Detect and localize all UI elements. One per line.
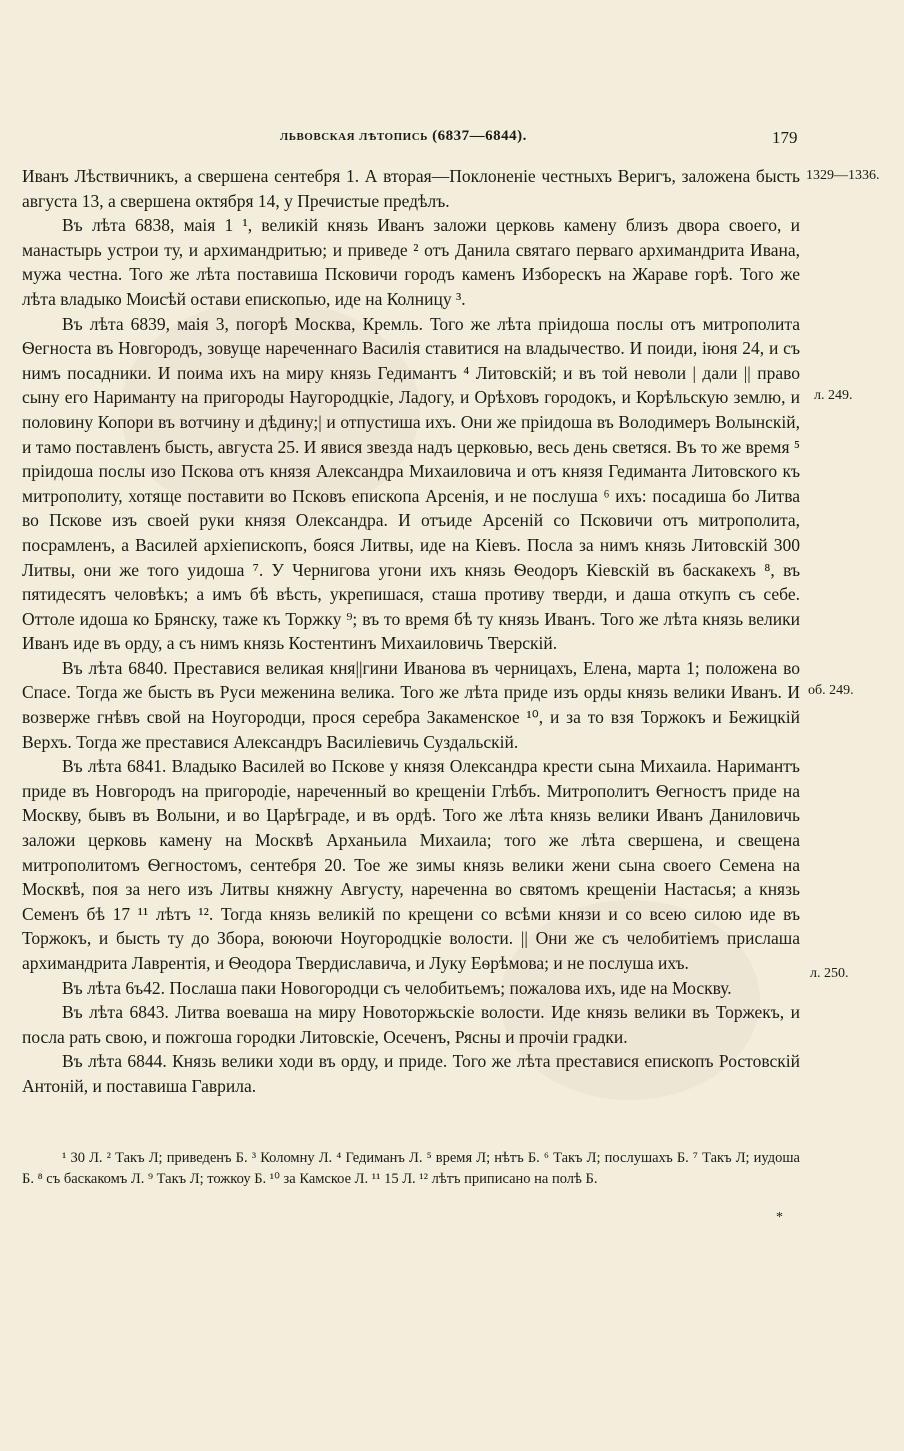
paragraph: Въ лѣта 6843. Литва воеваша на миру Новоторжьскіе волости. Иде князь велики въ Торжекъ, и посла рать свою, и пожгоша городки Литовскіе, Осеченъ, Рясны и прочіи градки. bbox=[22, 1002, 800, 1047]
margin-years: 1329—1336. bbox=[806, 168, 880, 183]
asterisk-mark: * bbox=[776, 1210, 783, 1225]
paragraph: Въ лѣта 6ъ42. Послаша паки Новогородци съ челобитьемъ; пожалова ихъ, иде на Москву. bbox=[62, 977, 732, 998]
paragraph: Въ лѣта 6838, маія 1 ¹, великій князь Иванъ заложи церковь камену близъ двора своего, и манастырь устрои ту, и архимандритью; и приведе ² отъ Данила святаго перваго архимандрита Ивана, мужа честна. Того же лѣта поставиша Псковичи городъ каменъ Изборескъ на Жараве горѣ. Того же лѣта владыко Моисѣй остави епископью, иде на Колницу ³. bbox=[22, 215, 800, 309]
margin-leaf-250: л. 250. bbox=[810, 966, 849, 981]
paragraph: Иванъ Лѣствичникъ, а свершена сентебря 1. А вторая—Поклоненіе честныхъ Веригъ, заложена бысть августа 13, а свершена октября 14, у Пречистые предѣлъ. bbox=[22, 166, 800, 211]
paragraph: Въ лѣта 6844. Князь велики ходи въ орду, и приде. Того же лѣта преставися епископъ Ростовскій Антоній, и поставиша Гаврила. bbox=[22, 1051, 800, 1096]
margin-leaf-249: л. 249. bbox=[814, 388, 853, 403]
paragraph: Въ лѣта 6839, маія 3, погорѣ Москва, Кремль. Того же лѣта пріидоша послы отъ митрополита Ѳегноста въ Новгородъ, зовуще нареченнаго Василія ставитися на владычество. И поиди, іюня 24, и съ нимъ посадники. И поима ихъ на миру князь Гедимантъ ⁴ Литовскій; и въ той неволи | дали || право сыну его Нариманту на пригороды Наугородцкіе, Ладогу, и Орѣховъ городокъ, и Корѣльскую землю, и половину Копори въ вотчину и дѣдину;| и отпустиша ихъ. Они же пріидоша въ Володимеръ Волынскій, и тамо поставленъ бысть, августа 25. И явися звезда надъ церковью, весь день светяся. Въ то же время ⁵ пріидоша послы изо Пскова отъ князя Александра Михаиловича и отъ князя Гедиманта Литовского къ митрополиту, хотяще поставити во Псковъ епископа Арсенія, и не послуша ⁶ ихъ: посадиша бо Литва во Пскове изъ своей руки князя Олександра. И отъиде Арсеній со Псковичи отъ митрополита, посрамленъ, а Василей архіепископъ, бояся Литвы, иде на Кіевъ. Посла за нимъ князь Литовскій 300 Литвы, они же того уидоша ⁷. У Чернигова угони ихъ князь Ѳеодоръ Кіевскій въ баскакехъ ⁸, въ пятидесятъ человѣкъ; а имъ бѣ вѣсть, укрепишася, сташа противу тверди, и даша откупъ съ себе. Оттоле идоша ко Брянску, таже къ Торжку ⁹; въ то время бѣ ту князь Иванъ. Того же лѣта князь велики Иванъ иде въ орду, а съ нимъ князь Костентинъ Михаиловичь Тверскій. bbox=[22, 313, 800, 654]
footnotes bbox=[22, 1148, 800, 1189]
margin-leaf-249-back: об. 249. bbox=[808, 683, 854, 698]
paragraph: Въ лѣта 6841. Владыко Василей во Пскове у князя Олександра крести сына Михаила. Наримантъ приде въ Новгородъ на пригородіе, нареченный во крещеніи Глѣбъ. Митрополитъ Ѳегностъ приде на Москву, бывъ въ Волыни, и во Царѣграде, и въ ордѣ. Того же лѣта князь велики Иванъ Даниловичь заложи церковь камену на Москвѣ Арханьила Михаила; того же лѣта свершена, и свещена митрополитомъ Ѳегностомъ, сентебря 20. Тое же зимы князь велики жени сына своего Семена на Москвѣ, поя за него изъ Литвы княжну Августу, нареченна во святомъ крещеніи Настасья; а князь Семенъ бѣ 17 ¹¹ лѣтъ ¹². Тогда князь великій по крещени со всѣми князи и со всею силою иде въ Торжокъ, и бысть ту до Збора, воюючи Ноугородцкіе волости. || Они же съ челобитіемъ прислаша архимандрита Лаврентія, и Ѳеодора Твердиславича, и Луку Еѳрѣмова; и не послуша ихъ. bbox=[22, 756, 800, 973]
paragraph: Въ лѣта 6840. Преставися великая кня||гини Иванова въ черницахъ, Елена, марта 1; положена во Спасе. Тогда же бысть въ Руси меженина велика. Того же лѣта приде изъ орды князь велики Иванъ. И возверже гнѣвъ свой на Ноугородци, прося серебра Закаменское ¹⁰, и за то взя Торжокъ и Бежицкій Верхъ. Тогда же преставися Александръ Василіевичь Суздальскій. bbox=[22, 657, 800, 752]
running-title: львовская лѣтопись (6837—6844). bbox=[280, 128, 527, 144]
page-number: 179 bbox=[772, 128, 798, 147]
footnote-text: ¹ 30 Л. ² Такъ Л; приведенъ Б. ³ Коломну Л. ⁴ Гедиманъ Л. ⁵ время Л; нѣтъ Б. ⁶ Такъ Л; послушахъ Б. ⁷ Такъ Л; иудоша Б. ⁸ съ баскакомъ Л. ⁹ Такъ Л; тожкоу Б. ¹⁰ за Камское Л. ¹¹ 15 Л. ¹² лѣтъ приписано на полѣ Б. bbox=[22, 1150, 800, 1187]
running-header bbox=[0, 128, 904, 152]
main-text bbox=[22, 164, 800, 1099]
